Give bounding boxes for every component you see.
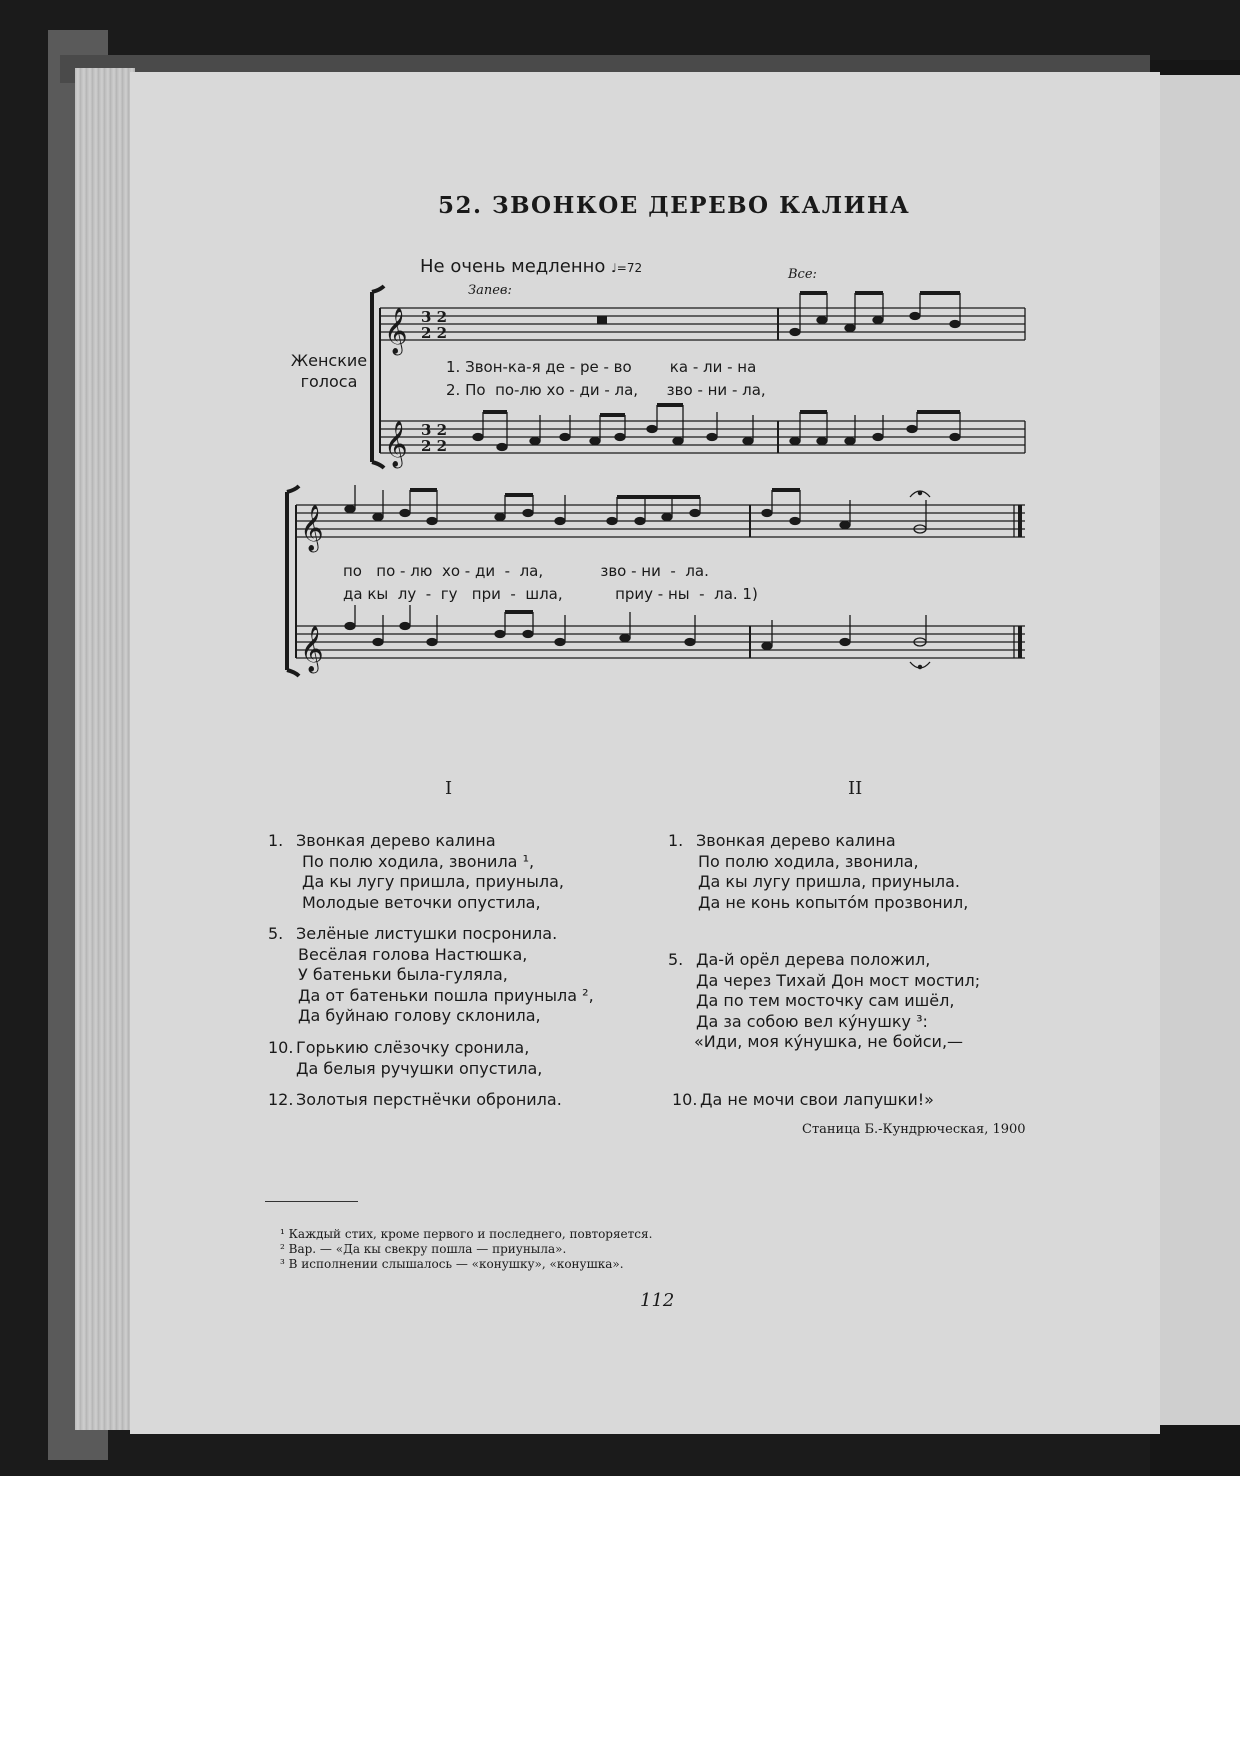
variant-heading-1: I xyxy=(445,778,453,799)
verse-line: Да за собою вел кýнушку ³: xyxy=(696,1011,928,1031)
footnotes xyxy=(280,1227,652,1272)
verse-line: Зелёные листушки посронила. xyxy=(296,924,558,943)
verse-line: Да от батеньки пошла приуныла ², xyxy=(298,985,594,1005)
svg-text:𝄞: 𝄞 xyxy=(300,505,324,551)
score-lyrics-verse1: 1. Звон-ка-я де - ре - во ка - ли - на xyxy=(446,358,757,376)
verse-col1-stanza1 xyxy=(268,831,564,913)
tempo-text: Не очень медленно xyxy=(420,256,606,277)
variant-heading-2: II xyxy=(848,778,863,799)
svg-text:2 2: 2 2 xyxy=(421,437,448,455)
voices-label: Женские голоса xyxy=(290,351,368,391)
verse-line: Да по тем мосточку сам ишёл, xyxy=(696,991,955,1010)
verse-col2-stanza2 xyxy=(668,950,981,1053)
svg-text:3 2: 3 2 xyxy=(421,421,448,439)
solo-marking: Запев: xyxy=(468,283,512,298)
line-number: 10. xyxy=(268,1038,294,1057)
footnote-3: ³ В исполнении слышалось — «конушку», «конушка». xyxy=(280,1257,624,1271)
verse-col2-stanza3 xyxy=(672,1090,934,1111)
page-number: 112 xyxy=(640,1290,675,1311)
verse-line: Горькию слёзочку сронила, xyxy=(296,1038,530,1057)
verse-line: Да кы лугу пришла, приуныла, xyxy=(302,872,564,891)
verse-line: Звонкая дерево калина xyxy=(696,831,896,850)
verse-line: Молодые веточки опустила, xyxy=(302,892,541,912)
line-number: 5. xyxy=(268,924,284,943)
verse-line: Да-й орёл дерева положил, xyxy=(696,950,931,969)
verse-col1-stanza2 xyxy=(268,924,594,1027)
recording-place: Станица Б.-Кундрюческая, 1900 xyxy=(802,1122,1026,1137)
verse-line: «Иди, моя кýнушка, не бойси,— xyxy=(694,1032,964,1051)
line-number: 12. xyxy=(268,1090,294,1109)
footnote-1: ¹ Каждый стих, кроме первого и последнего, повторяется. xyxy=(280,1227,653,1241)
verse-col1-stanza4 xyxy=(268,1090,562,1111)
tutti-marking: Все: xyxy=(788,267,817,282)
verse-line: По полю ходила, звонила ¹, xyxy=(302,851,535,871)
svg-text:𝄞: 𝄞 xyxy=(300,626,324,672)
verse-line: По полю ходила, звонила, xyxy=(698,851,919,871)
verse-line: Да буйнаю голову склонила, xyxy=(298,1006,541,1025)
verse-line: Да через Тихай Дон мост мостил; xyxy=(696,970,981,990)
verse-line: Да не мочи свои лапушки!» xyxy=(700,1090,934,1109)
line-number: 10. xyxy=(672,1090,698,1109)
score-lyrics-verse2: 2. По по-лю хо - ди - ла, зво - ни - ла, xyxy=(446,381,766,399)
svg-text:2 2: 2 2 xyxy=(421,324,448,342)
verse-line: Да кы лугу пришла, приуныла. xyxy=(698,872,960,891)
score-lyrics-system2-line1: по по - лю хо - ди - ла, зво - ни - ла. xyxy=(343,562,709,580)
verse-line: Да не конь копытóм прозвонил, xyxy=(698,892,969,912)
verse-line: Да белыя ручушки опустила, xyxy=(296,1058,543,1078)
footnote-2: ² Вар. — «Да кы свекру пошла — приуныла». xyxy=(280,1242,567,1256)
verse-col1-stanza3 xyxy=(268,1038,543,1079)
svg-text:3 2: 3 2 xyxy=(421,308,448,326)
svg-text:𝄞: 𝄞 xyxy=(384,421,408,467)
verse-line: Золотыя перстнёчки обронила. xyxy=(296,1090,562,1109)
line-number: 1. xyxy=(268,831,284,850)
verse-line: Весёлая голова Настюшка, xyxy=(298,944,528,964)
footnote-rule xyxy=(265,1201,358,1202)
svg-text:𝄞: 𝄞 xyxy=(384,308,408,354)
line-number: 5. xyxy=(668,950,684,969)
verse-line: У батеньки была-гуляла, xyxy=(298,965,508,984)
verse-col2-stanza1 xyxy=(668,831,969,913)
verse-line: Звонкая дерево калина xyxy=(296,831,496,850)
song-title: 52. ЗВОНКОЕ ДЕРЕВО КАЛИНА xyxy=(438,192,911,219)
metronome-mark: ♩=72 xyxy=(611,261,643,275)
line-number: 1. xyxy=(668,831,684,850)
score-lyrics-system2-line2: да кы лу - гу при - шла, приу - ны - ла. 1) xyxy=(343,585,758,603)
